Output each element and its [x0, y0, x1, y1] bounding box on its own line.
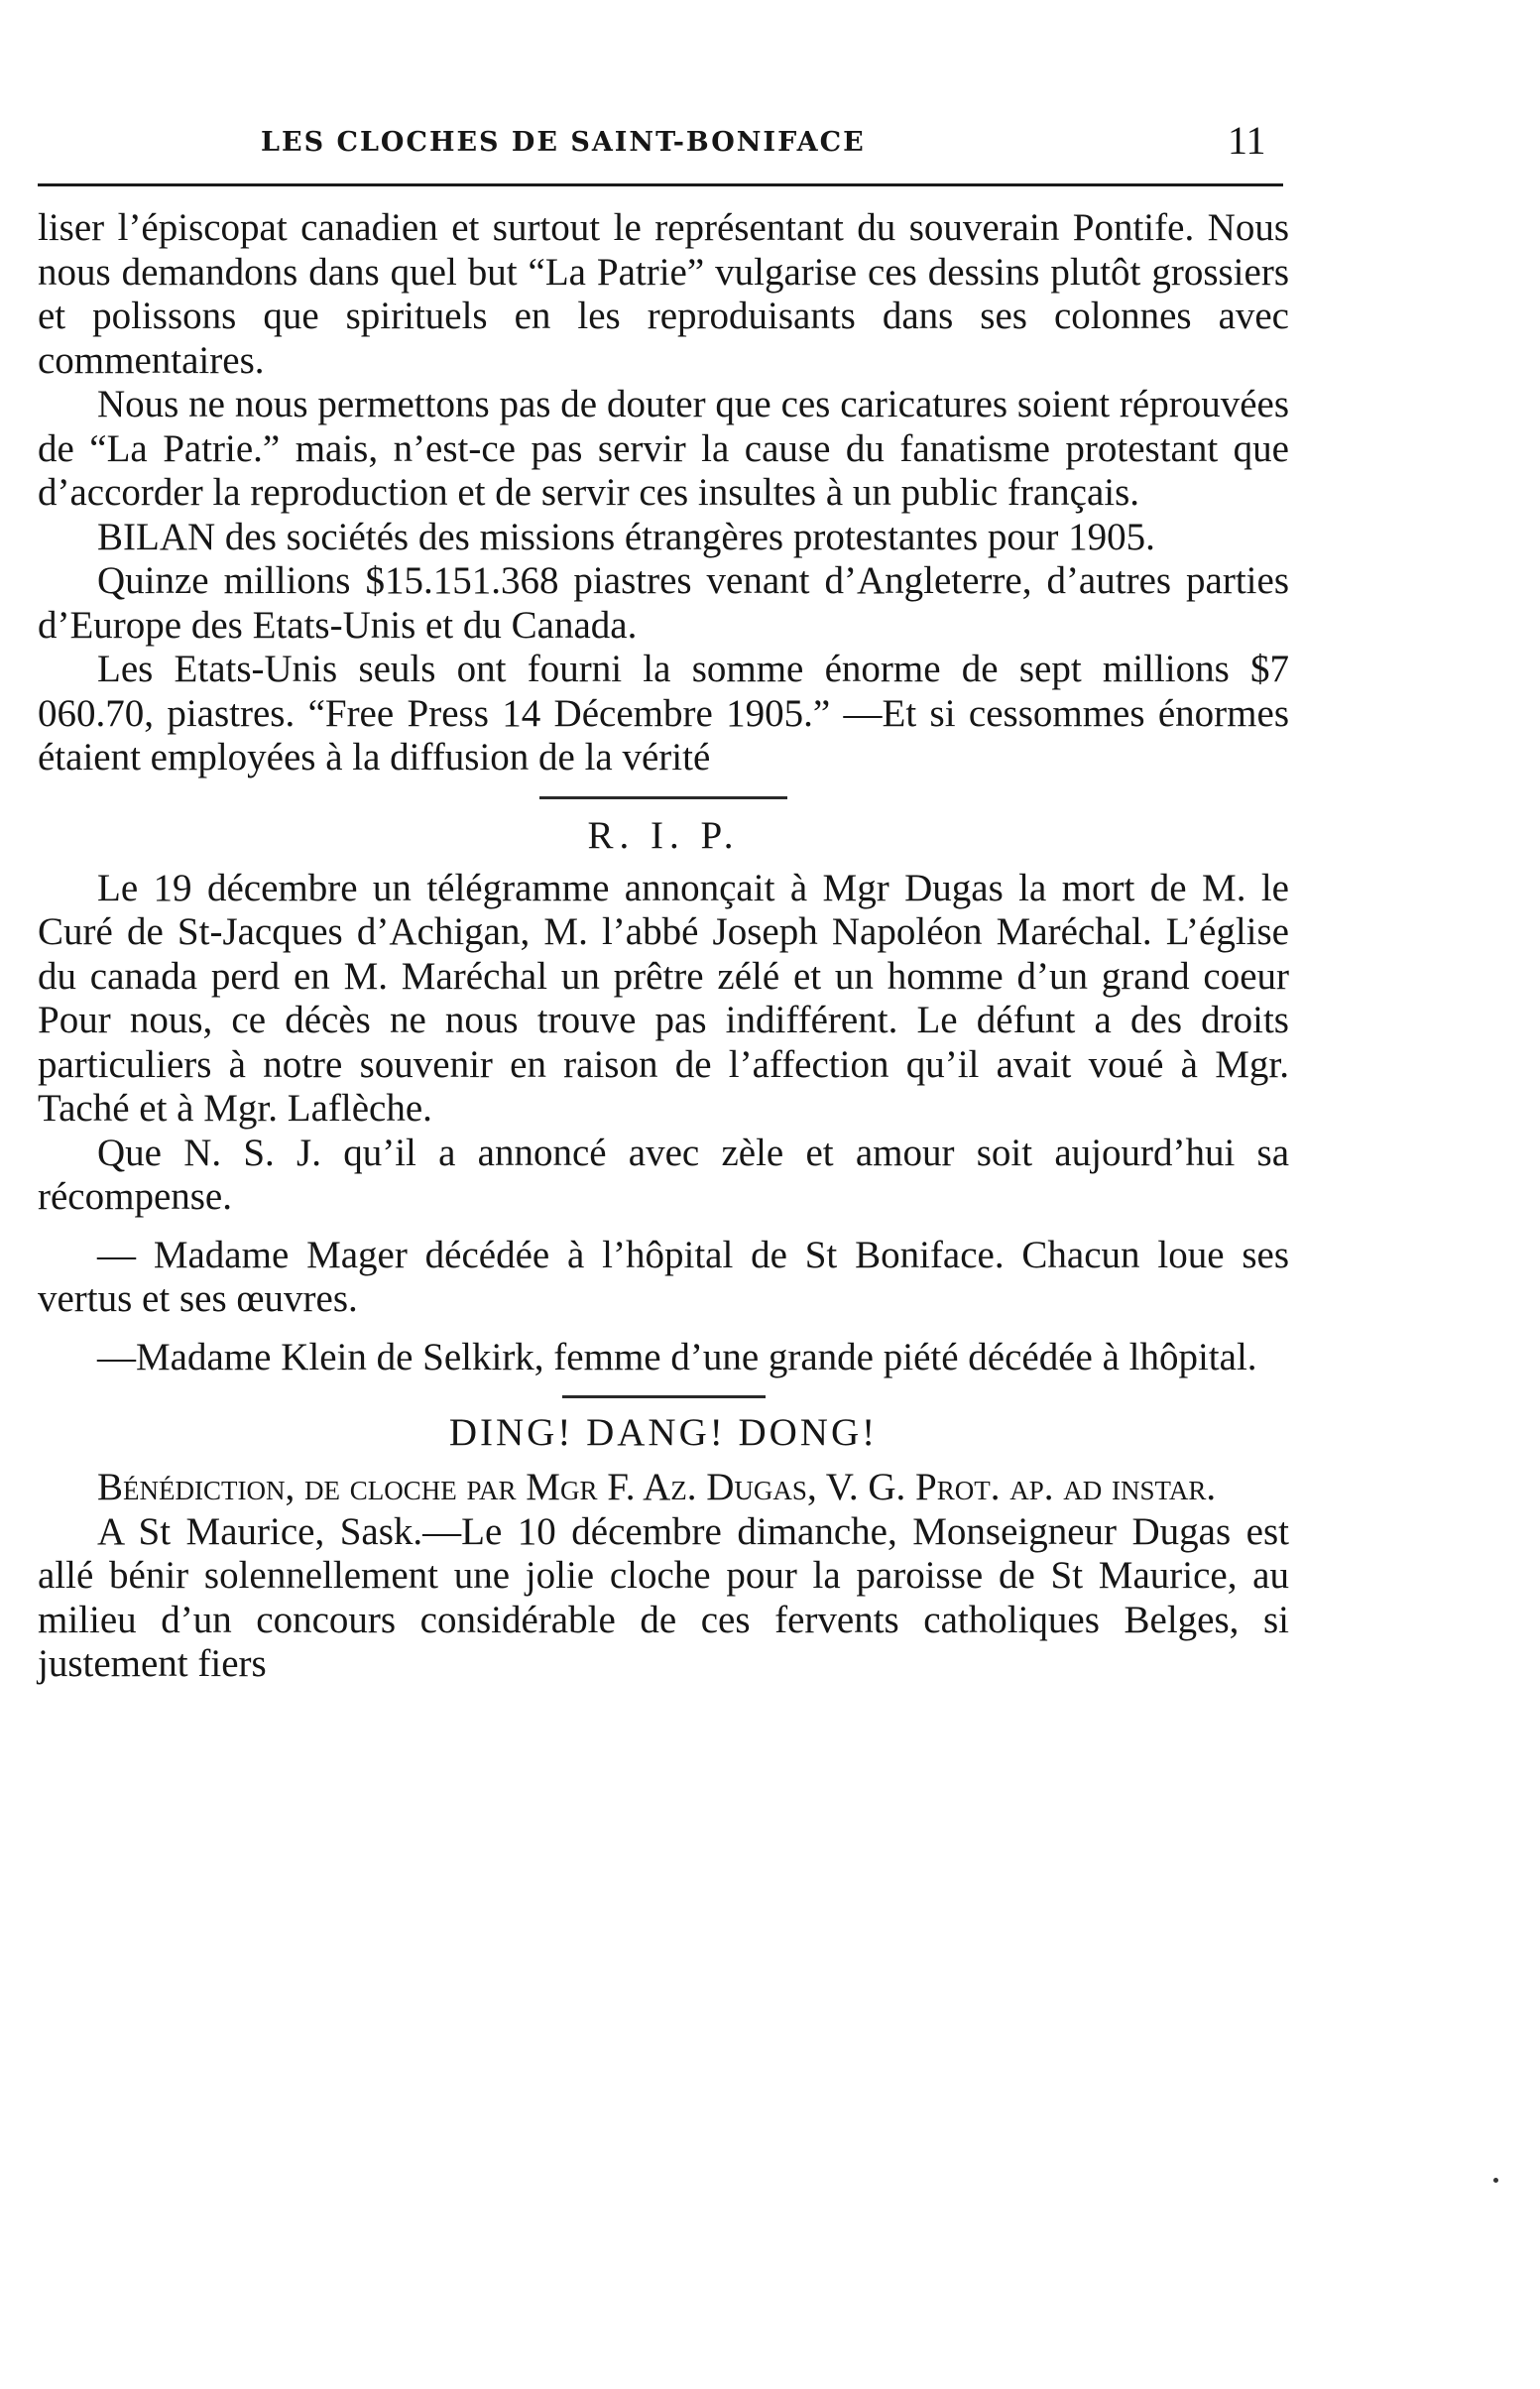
paragraph-quinze-millions: Quinze millions $15.151.368 piastres venant d’Angleterre, d’autres parties d’Europe des Etats-Unis et du Canada.	[38, 559, 1289, 647]
running-head	[38, 117, 1287, 167]
paragraph-episcopat: liser l’épiscopat canadien et surtout le représentant du souverain Pontife. Nous nous demandons dans quel but “La Patrie” vulgarise ces dessins plutôt grossiers et polissons que spirituels en les reproduisants dans ses colonnes avec commentaires.	[38, 206, 1289, 382]
paragraph-rip-recompense: Que N. S. J. qu’il a annoncé avec zèle et amour soit aujourd’hui sa récompense.	[38, 1131, 1289, 1218]
ding-heading: DING! DANG! DONG!	[448, 1411, 879, 1454]
paragraph-bilan	[38, 516, 1289, 560]
section-divider	[539, 796, 787, 799]
bilan-lead: BILAN	[97, 515, 216, 558]
spacer	[38, 1322, 1289, 1336]
page-number: 11	[1228, 118, 1266, 163]
rip-heading: R. I. P.	[587, 813, 740, 857]
paragraph-st-maurice: A St Maurice, Sask.—Le 10 décembre dimanche, Monseigneur Dugas est allé bénir solennellement une jolie cloche pour la paroisse de St Maurice, au milieu d’un concours considérable de ces fervents catholiques Belges, si justement fiers	[38, 1509, 1289, 1685]
header-rule	[38, 183, 1283, 186]
page	[38, 0, 1287, 2389]
ding-subtitle: Bénédiction, de cloche par Mgr F. Az. Dugas, V. G. Prot. ap. ad instar.	[97, 1466, 1217, 1508]
paragraph-rip-mager: — Madame Mager décédée à l’hôpital de St Boniface. Chacun loue ses vertus et ses œuvres.	[38, 1233, 1289, 1320]
page-body	[38, 206, 1289, 1687]
stray-mark	[1493, 2178, 1498, 2183]
bilan-text: des sociétés des missions étrangères protestantes pour 1905.	[215, 515, 1155, 558]
paragraph-caricatures: Nous ne nous permettons pas de douter que ces caricatures soient réprouvées de “La Patrie.” mais, n’est-ce pas servir la cause du fanatisme protestant que d’accorder la reproduction et de servir ces insultes à un public français.	[38, 383, 1289, 514]
paragraph-rip-klein: —Madame Klein de Selkirk, femme d’une grande piété décédée à lhôpital.	[97, 1335, 1257, 1378]
section-divider	[562, 1395, 766, 1398]
paragraph-etats-unis: Les Etats-Unis seuls ont fourni la somme énorme de sept millions $7 060.70, piastres. “Free Press 14 Décembre 1905.” —Et si cessommes énormes étaient employées à la diffusion de la vérité	[38, 648, 1289, 778]
spacer	[38, 1220, 1289, 1234]
running-head-title: LES CLOCHES DE SAINT-BONIFACE	[261, 127, 866, 158]
paragraph-rip-marechal: Le 19 décembre un télégramme annonçait à Mgr Dugas la mort de M. le Curé de St-Jacques d’Achigan, M. l’abbé Joseph Napoléon Maréchal. L’église du canada perd en M. Maréchal un prêtre zélé et un homme d’un grand coeur Pour nous, ce décès ne nous trouve pas indifférent. Le défunt a des droits particuliers à notre souvenir en raison de l’affection qu’il avait voué à Mgr. Taché et à Mgr. Laflèche.	[38, 866, 1289, 1130]
